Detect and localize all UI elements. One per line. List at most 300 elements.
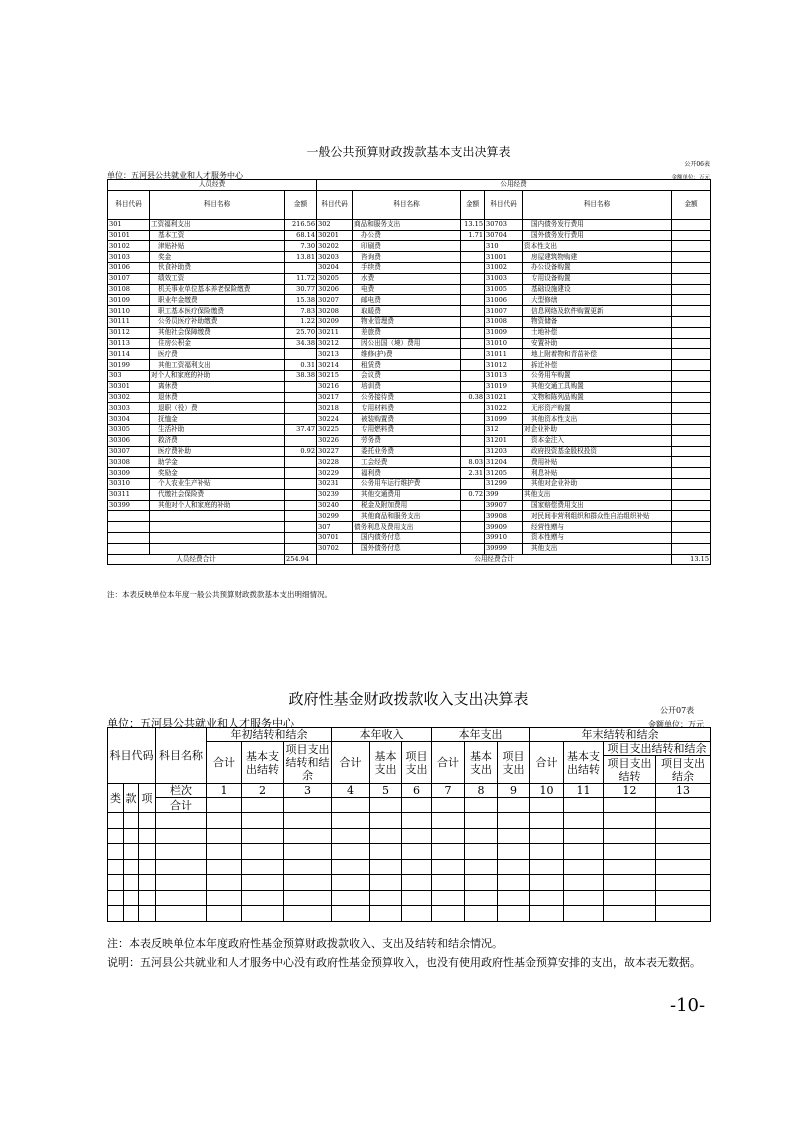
table2-unit: 单位：五河县公共就业和人才服务中心 — [107, 717, 294, 730]
table-cell — [402, 875, 432, 891]
table-cell: 30302 — [108, 392, 150, 403]
table-cell — [150, 522, 285, 533]
table-cell — [432, 813, 465, 829]
table-cell — [370, 890, 402, 906]
table-cell — [285, 392, 317, 403]
table-cell: 30224 — [317, 414, 353, 425]
table-cell — [284, 875, 332, 891]
table-cell — [432, 798, 465, 813]
table-cell: 30110 — [108, 306, 150, 317]
h-total: 合计 — [332, 742, 370, 784]
table-cell — [465, 798, 498, 813]
table-cell: 0.31 — [285, 360, 317, 371]
table-cell — [432, 875, 465, 891]
table-cell — [672, 273, 711, 284]
table-cell: 31019 — [485, 381, 523, 392]
table-cell: 印刷费 — [353, 241, 461, 252]
table-cell — [461, 295, 485, 306]
table-cell: 30206 — [317, 284, 353, 295]
table-cell — [604, 844, 656, 860]
table-row — [108, 522, 711, 533]
table-cell: 31201 — [485, 435, 523, 446]
table-cell: 310 — [485, 241, 523, 252]
table-cell: 31010 — [485, 338, 523, 349]
table-cell — [656, 844, 711, 860]
table-cell: 办公费 — [353, 230, 461, 241]
table-cell — [530, 859, 564, 875]
table-cell: 资本金注入 — [523, 435, 672, 446]
table-cell — [370, 813, 402, 829]
h-lei: 类 — [108, 784, 124, 813]
table-row — [108, 468, 711, 479]
table-cell: 30305 — [108, 424, 150, 435]
table-cell — [332, 875, 370, 891]
table-cell: 30209 — [317, 316, 353, 327]
table-cell — [285, 457, 317, 468]
table-cell — [672, 435, 711, 446]
h-project-expense: 项目支出 — [498, 742, 530, 784]
table-cell: 培训费 — [353, 381, 461, 392]
table-cell — [284, 798, 332, 813]
table-cell: 301 — [108, 219, 150, 230]
table-cell — [156, 859, 207, 875]
table-cell: 资本性支出 — [523, 241, 672, 252]
table-cell: 奖励金 — [150, 468, 285, 479]
table-cell — [498, 875, 530, 891]
table-cell — [672, 543, 711, 554]
table-cell — [432, 906, 465, 922]
table-cell — [284, 890, 332, 906]
table-cell — [461, 478, 485, 489]
column-number: 6 — [402, 784, 432, 798]
table-cell — [672, 349, 711, 360]
table-cell: 68.14 — [285, 230, 317, 241]
table-row — [108, 338, 711, 349]
h-total: 合计 — [530, 742, 564, 784]
table-cell — [124, 813, 139, 829]
table-cell: 国外债务付息 — [353, 543, 461, 554]
table1-unit: 单位：五河县公共就业和人才服务中心 — [107, 171, 243, 180]
table-cell — [604, 875, 656, 891]
table-cell: 职业年金缴费 — [150, 295, 285, 306]
table-cell — [402, 813, 432, 829]
table-cell: 职工基本医疗保险缴费 — [150, 306, 285, 317]
table-cell — [530, 798, 564, 813]
table-cell — [284, 859, 332, 875]
table-cell: 30703 — [485, 219, 523, 230]
table-cell — [465, 859, 498, 875]
table-cell: 公务用车运行维护费 — [353, 478, 461, 489]
table2-explanation: 说明：五河县公共就业和人才服务中心没有政府性基金预算收入，也没有使用政府性基金预算安排的支出，故本表无数据。 — [107, 956, 701, 969]
table-cell: 30216 — [317, 381, 353, 392]
h-xiang: 项 — [139, 784, 156, 813]
table-cell: 31204 — [485, 457, 523, 468]
table1-amount-unit: 金额单位：万元 — [671, 175, 710, 181]
table-cell — [461, 446, 485, 457]
table-cell — [432, 828, 465, 844]
table-cell — [656, 875, 711, 891]
table-cell — [108, 906, 124, 922]
total-public-label: 公用经费合计 — [317, 554, 672, 565]
table-cell: 费用补贴 — [523, 457, 672, 468]
h-basic-carry: 基本支出结转 — [242, 742, 284, 784]
h-income: 本年收入 — [332, 728, 432, 742]
table-cell: 303 — [108, 370, 150, 381]
table-cell — [672, 381, 711, 392]
table-cell — [432, 859, 465, 875]
table-cell: 国家赔偿费用支出 — [523, 500, 672, 511]
table-cell — [285, 511, 317, 522]
table-row — [108, 446, 711, 457]
table-cell — [285, 500, 317, 511]
h-basic-carry: 基本支出结转 — [564, 742, 604, 784]
table-cell — [242, 875, 284, 891]
table-row — [108, 543, 711, 554]
table-cell — [672, 478, 711, 489]
table-cell: 手续费 — [353, 262, 461, 273]
table-row — [108, 403, 711, 414]
table-cell — [461, 360, 485, 371]
table-cell: 399 — [485, 489, 523, 500]
col-code-header: 科目代码 — [317, 190, 353, 219]
table-cell — [672, 403, 711, 414]
table-cell: 30203 — [317, 252, 353, 263]
table-cell: 30214 — [317, 360, 353, 371]
table-cell: 绩效工资 — [150, 273, 285, 284]
table-cell — [465, 875, 498, 891]
table-cell: 国内债务发行费用 — [523, 219, 672, 230]
table-row — [108, 327, 711, 338]
table-row — [108, 241, 711, 252]
table-cell: 7.83 — [285, 306, 317, 317]
table-cell: 30303 — [108, 403, 150, 414]
h-kuan: 款 — [124, 784, 139, 813]
table-cell — [156, 875, 207, 891]
table-cell: 39909 — [485, 522, 523, 533]
table-cell: 30701 — [317, 532, 353, 543]
table-cell: 0.92 — [285, 446, 317, 457]
table-cell: 被装购置费 — [353, 414, 461, 425]
h-total: 合计 — [432, 742, 465, 784]
table-cell: 其他支出 — [523, 489, 672, 500]
table-cell: 其他工资福利支出 — [150, 360, 285, 371]
table-cell — [672, 338, 711, 349]
table-cell — [332, 798, 370, 813]
table-cell — [124, 875, 139, 891]
table-cell: 对民间非营利组织和群众性自治组织补贴 — [523, 511, 672, 522]
table-cell — [498, 828, 530, 844]
table-cell: 办公设备购置 — [523, 262, 672, 273]
table-cell: 物资储备 — [523, 316, 672, 327]
table-cell: 委托业务费 — [353, 446, 461, 457]
table-cell: 电费 — [353, 284, 461, 295]
table-cell: 土地补偿 — [523, 327, 672, 338]
table-cell: 30308 — [108, 457, 150, 468]
table-cell — [461, 327, 485, 338]
table-cell: 30208 — [317, 306, 353, 317]
table-cell — [108, 543, 150, 554]
table1-title: 一般公共预算财政拨款基本支出决算表 — [306, 145, 511, 159]
table-cell — [656, 859, 711, 875]
table-cell — [672, 446, 711, 457]
table-cell: 30204 — [317, 262, 353, 273]
table-cell: 30109 — [108, 295, 150, 306]
col-amount-header: 金额 — [672, 190, 711, 219]
h-project-end: 项目支出结转和结余 — [604, 742, 711, 756]
table-row — [108, 295, 711, 306]
table-cell: 30226 — [317, 435, 353, 446]
table-cell: 31007 — [485, 306, 523, 317]
table-cell: 30102 — [108, 241, 150, 252]
table-cell — [124, 844, 139, 860]
table-cell: 25.70 — [285, 327, 317, 338]
table-cell: 基础设施建设 — [523, 284, 672, 295]
table-row — [108, 500, 711, 511]
table-cell — [150, 543, 285, 554]
table-row — [108, 381, 711, 392]
table-cell — [139, 859, 156, 875]
table-row — [108, 890, 711, 906]
table-cell — [139, 875, 156, 891]
table-cell: 国内债务付息 — [353, 532, 461, 543]
table-cell: 基本工资 — [150, 230, 285, 241]
table-cell — [461, 316, 485, 327]
table-cell — [461, 381, 485, 392]
table-cell — [156, 828, 207, 844]
table-cell — [285, 478, 317, 489]
table-row — [108, 370, 711, 381]
h-project-carry: 项目支出结转 — [604, 756, 656, 784]
table-cell: 216.56 — [285, 219, 317, 230]
table-cell: 其他交通费用 — [353, 489, 461, 500]
table-cell — [370, 875, 402, 891]
table-cell — [285, 403, 317, 414]
column-number: 4 — [332, 784, 370, 798]
table-cell: 39999 — [485, 543, 523, 554]
table-cell — [461, 500, 485, 511]
row-total-label: 合计 — [156, 798, 207, 813]
total-personnel-value: 254.94 — [285, 554, 317, 565]
table-cell — [124, 890, 139, 906]
table-cell: 维修(护)费 — [353, 349, 461, 360]
table-cell — [108, 859, 124, 875]
table-cell: 30310 — [108, 478, 150, 489]
table-cell: 无形资产购置 — [523, 403, 672, 414]
table-cell: 30229 — [317, 468, 353, 479]
group-personnel-header: 人员经费 — [108, 180, 317, 191]
table-cell: 30239 — [317, 489, 353, 500]
table2-note: 注：本表反映单位本年度政府性基金预算财政拨款收入、支出及结转和结余情况。 — [107, 937, 503, 950]
table-cell: 其他对个人和家庭的补助 — [150, 500, 285, 511]
table-cell — [461, 349, 485, 360]
table-cell: 302 — [317, 219, 353, 230]
table-cell: 大型修缮 — [523, 295, 672, 306]
table-cell: 工资福利支出 — [150, 219, 285, 230]
table-cell — [564, 844, 604, 860]
table-row — [108, 306, 711, 317]
h-project-expense: 项目支出 — [402, 742, 432, 784]
table-cell: 30211 — [317, 327, 353, 338]
gov-fund-table — [107, 727, 711, 922]
table-cell: 公务接待费 — [353, 392, 461, 403]
table-cell: 因公出国（境）费用 — [353, 338, 461, 349]
table-cell — [156, 906, 207, 922]
table-cell — [604, 798, 656, 813]
table-cell: 30301 — [108, 381, 150, 392]
column-number: 1 — [207, 784, 242, 798]
table-cell — [672, 284, 711, 295]
table-cell: 30240 — [317, 500, 353, 511]
table-cell: 对个人和家庭的补助 — [150, 370, 285, 381]
table-cell: 咨询费 — [353, 252, 461, 263]
h-total: 合计 — [207, 742, 242, 784]
table-cell: 31012 — [485, 360, 523, 371]
h-end: 年末结转和结余 — [530, 728, 711, 742]
table-cell — [370, 798, 402, 813]
table-cell: 31099 — [485, 414, 523, 425]
column-number: 5 — [370, 784, 402, 798]
table-cell: 会议费 — [353, 370, 461, 381]
table-cell: 医疗费 — [150, 349, 285, 360]
group-public-header: 公用经费 — [317, 180, 711, 191]
table-cell: 0.38 — [461, 392, 485, 403]
table-cell — [672, 522, 711, 533]
table-cell — [150, 511, 285, 522]
table-cell — [285, 522, 317, 533]
table-cell: 资本性赠与 — [523, 532, 672, 543]
table-cell: 37.47 — [285, 424, 317, 435]
table-cell — [207, 828, 242, 844]
table-cell: 福利费 — [353, 468, 461, 479]
table-cell — [498, 798, 530, 813]
table-cell — [370, 844, 402, 860]
h-name: 科目名称 — [156, 728, 207, 784]
table-cell — [284, 844, 332, 860]
total-personnel-label: 人员经费合计 — [108, 554, 285, 565]
table-cell — [284, 828, 332, 844]
table-cell — [432, 890, 465, 906]
table-cell — [564, 813, 604, 829]
table-row — [108, 252, 711, 263]
table-cell — [332, 890, 370, 906]
table-cell: 30106 — [108, 262, 150, 273]
table-cell — [242, 844, 284, 860]
h-expense: 本年支出 — [432, 728, 530, 742]
table-cell: 30.77 — [285, 284, 317, 295]
table-cell: 30304 — [108, 414, 150, 425]
table-cell: 文物和陈列品购置 — [523, 392, 672, 403]
table-row — [108, 435, 711, 446]
table-cell — [672, 295, 711, 306]
table-cell: 30306 — [108, 435, 150, 446]
table-cell: 31002 — [485, 262, 523, 273]
table-cell — [604, 813, 656, 829]
table-cell — [461, 262, 485, 273]
table-cell — [530, 813, 564, 829]
col-amount-header: 金额 — [461, 190, 485, 219]
table-cell: 离休费 — [150, 381, 285, 392]
column-number: 2 — [242, 784, 284, 798]
table-row — [108, 219, 711, 230]
table-cell: 公务用车购置 — [523, 370, 672, 381]
column-number: 8 — [465, 784, 498, 798]
h-basic-expense: 基本支出 — [465, 742, 498, 784]
table-cell — [461, 252, 485, 263]
table-cell: 30199 — [108, 360, 150, 371]
table-cell — [530, 875, 564, 891]
h-begin: 年初结转和结余 — [207, 728, 332, 742]
table-cell: 债务利息及费用支出 — [353, 522, 461, 533]
table-cell — [498, 813, 530, 829]
table-cell: 差旅费 — [353, 327, 461, 338]
table-cell — [672, 316, 711, 327]
table-cell — [672, 230, 711, 241]
table-cell: 租赁费 — [353, 360, 461, 371]
table2-amount-unit: 金额单位：万元 — [648, 720, 704, 729]
table-cell — [461, 511, 485, 522]
table-cell — [530, 828, 564, 844]
table-cell: 30101 — [108, 230, 150, 241]
table-cell: 安置补助 — [523, 338, 672, 349]
table-cell: 专用设备购置 — [523, 273, 672, 284]
table-cell — [465, 890, 498, 906]
table-cell: 30213 — [317, 349, 353, 360]
table-cell: 13.81 — [285, 252, 317, 263]
table-cell — [285, 414, 317, 425]
table-cell — [242, 890, 284, 906]
h-basic-expense: 基本支出 — [370, 742, 402, 784]
table-cell — [461, 435, 485, 446]
table-cell — [672, 424, 711, 435]
table-cell: 31203 — [485, 446, 523, 457]
table-cell: 30205 — [317, 273, 353, 284]
table-cell: 30307 — [108, 446, 150, 457]
table-cell — [465, 828, 498, 844]
table-cell: 31299 — [485, 478, 523, 489]
table-cell — [156, 890, 207, 906]
table-cell — [108, 813, 124, 829]
table-cell: 31009 — [485, 327, 523, 338]
table-cell: 邮电费 — [353, 295, 461, 306]
table-cell: 利息补贴 — [523, 468, 672, 479]
table-cell: 代缴社会保险费 — [150, 489, 285, 500]
table-cell: 公务员医疗补助缴费 — [150, 316, 285, 327]
table-cell: 其他支出 — [523, 543, 672, 554]
table-cell — [207, 798, 242, 813]
table-cell — [207, 813, 242, 829]
table-cell — [108, 511, 150, 522]
h-code: 科目代码 — [108, 728, 156, 784]
table-cell: 30227 — [317, 446, 353, 457]
page-number: -10- — [670, 995, 706, 1016]
table-cell: 救济费 — [150, 435, 285, 446]
table-cell — [604, 906, 656, 922]
table-row — [108, 813, 711, 829]
table-cell — [672, 219, 711, 230]
table2-form-no: 公开07表 — [660, 706, 695, 715]
table-cell — [285, 435, 317, 446]
table-cell — [285, 532, 317, 543]
table-cell — [672, 327, 711, 338]
table-cell — [672, 457, 711, 468]
table-cell — [461, 370, 485, 381]
col-name-header: 科目名称 — [523, 190, 672, 219]
table-row — [108, 489, 711, 500]
table-cell: 307 — [317, 522, 353, 533]
table-row — [108, 457, 711, 468]
table-cell — [139, 906, 156, 922]
table-cell: 31001 — [485, 252, 523, 263]
